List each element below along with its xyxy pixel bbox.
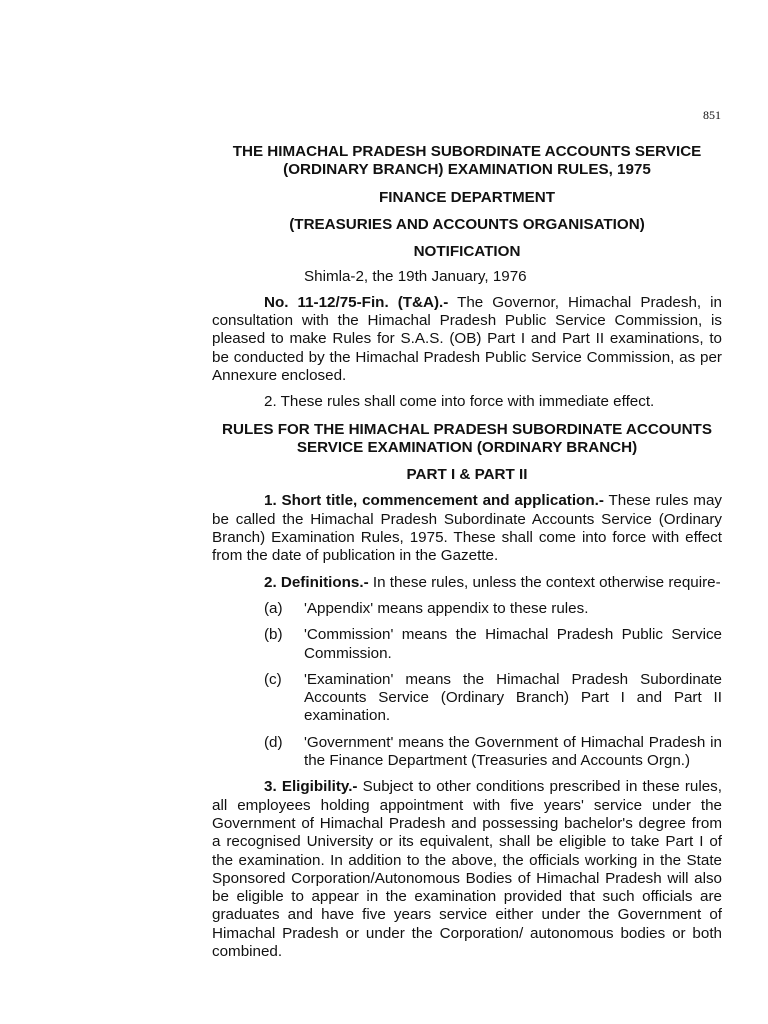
notification-heading: NOTIFICATION [413,243,521,261]
definition-item [212,600,722,618]
notification-number: No. 11-12/75-Fin. (T&A).- [264,293,449,311]
dateline: Shimla-2, the 19th January, 1976 [304,268,527,286]
document-body [212,143,722,961]
rule-2-heading: 2. Definitions.- [264,573,369,591]
rule-2-paragraph [212,574,722,592]
definition-item [212,734,722,771]
definition-text: 'Commission' means the Himachal Pradesh Public Service Commission. [304,626,722,662]
effect-clause: 2. These rules shall come into force with immediate effect. [264,393,655,411]
rules-heading: RULES FOR THE HIMACHAL PRADESH SUBORDINATE ACCOUNTS SERVICE EXAMINATION (ORDINARY BRANCH) [222,420,712,456]
rule-2-text: In these rules, unless the context otherwise require- [368,573,721,591]
rule-1-text: These rules may be called the Himachal Pradesh Subordinate Accounts Service (Ordinary Branch) Examination Rules, 1975. These shall come into force with effect from the date of publication in the Gazette. [212,492,722,565]
definition-text: 'Government' means the Government of Himachal Pradesh in the Finance Department (Treasuries and Accounts Orgn.) [304,733,722,770]
rule-1-heading: 1. Short title, commencement and application.- [264,492,604,510]
rule-3-heading: 3. Eligibility.- [264,778,358,796]
definition-text: 'Appendix' means appendix to these rules. [304,599,589,617]
department-heading: FINANCE DEPARTMENT [378,188,556,206]
page-number: 851 [703,108,721,122]
definition-letter: (a) [264,599,283,617]
definitions-list [212,600,722,770]
notification-text: The Governor, Himachal Pradesh, in consultation with the Himachal Pradesh Public Service Commission, is pleased to make Rules for S.A.S. (OB) Part I and Part II examinations, to be conducted by the Himachal Pradesh Public Service Commission, as per Annexure enclosed. [212,293,722,384]
definition-letter: (d) [264,733,283,751]
definition-letter: (c) [264,670,282,688]
definition-letter: (b) [264,626,283,644]
part-heading: PART I & PART II [406,466,528,484]
definition-item [212,626,722,663]
rule-3-paragraph [212,778,722,961]
document-title: THE HIMACHAL PRADESH SUBORDINATE ACCOUNTS SERVICE (ORDINARY BRANCH) EXAMINATION RULES, 1975 [232,143,702,179]
rule-3-text: Subject to other conditions prescribed in these rules, all employees holding appointment with five years' service under the Government of Himachal Pradesh and possessing bachelor's degree from a recognised University or its equivalent, shall be eligible to take Part I of the examination. In addition to the above, the officials working in the State Sponsored Corporation/Autonomous Bodies of Himachal Pradesh will also be eligible to appear in the examination provided that such officials are graduates and have five years service either under the Government of Himachal Pradesh or under the Corporation/ autonomous bodies or both combined. [212,778,722,960]
rule-1-paragraph [212,492,722,565]
definition-text: 'Examination' means the Himachal Pradesh Subordinate Accounts Service (Ordinary Branch) Part I and Part II examination. [304,670,722,725]
notification-paragraph [212,294,722,385]
organisation-heading: (TREASURIES AND ACCOUNTS ORGANISATION) [289,215,645,233]
definition-item [212,671,722,726]
